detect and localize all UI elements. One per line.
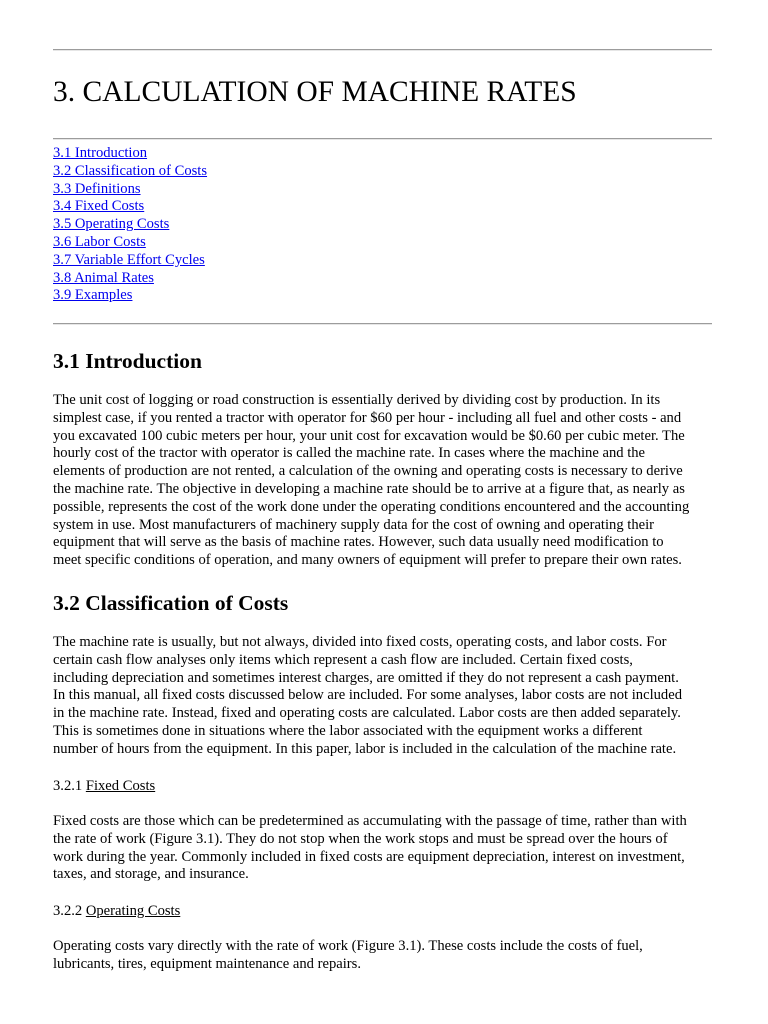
- top-divider: [53, 49, 712, 51]
- fixed-costs-paragraph: Fixed costs are those which can be predetermined as accumulating with the passage of time, rather than with the rate of work (Figure 3.1). They do not stop when the work stops and must be spread over the hours of work during the year. Commonly included in fixed costs are equipment depreciation, interest on investment, taxes, and storage, and insurance.: [53, 813, 687, 883]
- subsection-heading-fixed-costs: 3.2.1 Fixed Costs: [53, 778, 156, 794]
- toc-link-variable-effort-cycles[interactable]: 3.7 Variable Effort Cycles: [53, 251, 205, 268]
- toc-item: [53, 252, 207, 270]
- toc-item: [53, 234, 207, 252]
- toc-item: [53, 216, 207, 234]
- chapter-title: 3. CALCULATION OF MACHINE RATES: [53, 76, 577, 108]
- fixed-costs-link[interactable]: Fixed Costs: [85, 778, 156, 794]
- toc-item: [53, 287, 207, 305]
- title-divider: [53, 138, 712, 140]
- toc-item: [53, 163, 207, 181]
- toc-divider: [53, 323, 712, 325]
- toc-link-labor-costs[interactable]: 3.6 Labor Costs: [53, 233, 146, 250]
- toc-link-animal-rates[interactable]: 3.8 Animal Rates: [53, 269, 154, 286]
- introduction-paragraph: The unit cost of logging or road construction is essentially derived by dividing cost by production. In its simplest case, if you rented a tractor with operator for $60 per hour - including all fuel and other costs - and you excavated 100 cubic meters per hour, your unit cost for excavation would be $0.60 per cubic meter. The hourly cost of the tractor with operator is called the machine rate. In cases where the machine and the elements of production are not rented, a calculation of the owning and operating costs is necessary to derive the machine rate. The objective in developing a machine rate should be to arrive at a figure that, as nearly as possible, represents the cost of the work done under the operating conditions encountered and the accounting system in use. Most manufacturers of machinery supply data for the cost of owning and operating their equipment that will serve as the basis of machine rates. However, such data usually need modification to meet specific conditions of operation, and many owners of equipment will prefer to prepare their own rates.: [53, 392, 690, 569]
- toc-link-fixed-costs[interactable]: 3.4 Fixed Costs: [53, 198, 145, 215]
- section-heading-classification: 3.2 Classification of Costs: [53, 591, 289, 615]
- operating-costs-paragraph: Operating costs vary directly with the rate of work (Figure 3.1). These costs include the costs of fuel, lubricants, tires, equipment maintenance and repairs.: [53, 938, 643, 972]
- subsection-heading-operating-costs: 3.2.2 Operating Costs: [53, 903, 181, 919]
- section-heading-introduction: 3.1 Introduction: [53, 349, 202, 373]
- toc-link-operating-costs[interactable]: 3.5 Operating Costs: [53, 216, 170, 233]
- toc-link-classification-of-costs[interactable]: 3.2 Classification of Costs: [53, 162, 208, 179]
- toc-link-introduction[interactable]: 3.1 Introduction: [53, 145, 148, 161]
- toc-item: [53, 270, 207, 288]
- table-of-contents: [53, 145, 207, 305]
- operating-costs-link[interactable]: Operating Costs: [85, 903, 181, 919]
- toc-item: [53, 181, 207, 199]
- toc-link-definitions[interactable]: 3.3 Definitions: [53, 180, 141, 197]
- toc-item: [53, 145, 207, 163]
- classification-paragraph: The machine rate is usually, but not always, divided into fixed costs, operating costs, and labor costs. For certain cash flow analyses only items which represent a cash flow are included. Certain fixed costs, including depreciation and sometimes interest charges, are omitted if they do not represent a cash payment. In this manual, all fixed costs discussed below are included. For some analyses, labor costs are not included in the machine rate. Instead, fixed and operating costs are calculated. Labor costs are then added separately. This is sometimes done in situations where the labor associated with the equipment works a different number of hours from the equipment. In this paper, labor is included in the calculation of the machine rate.: [53, 634, 682, 757]
- toc-link-examples[interactable]: 3.9 Examples: [53, 287, 133, 304]
- toc-item: [53, 198, 207, 216]
